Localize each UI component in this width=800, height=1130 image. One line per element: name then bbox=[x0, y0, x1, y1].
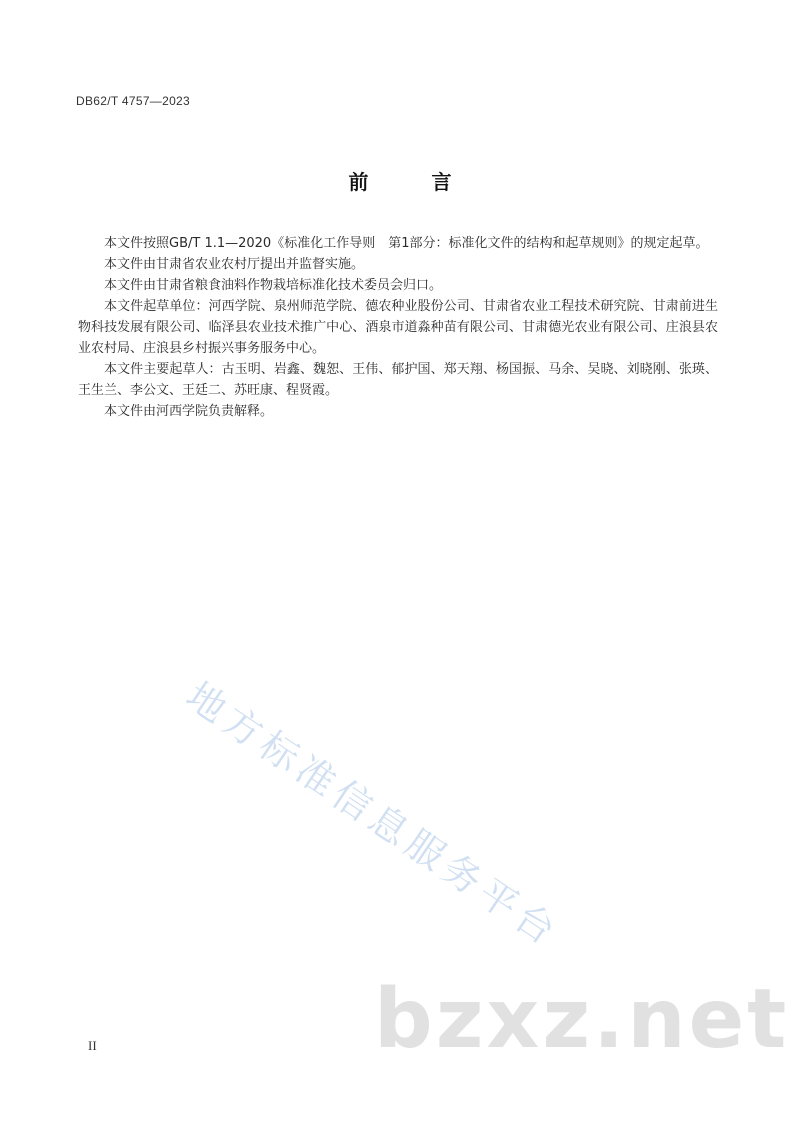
paragraph-proposer: 本文件由甘肃省农业农村厅提出并监督实施。 bbox=[104, 257, 365, 272]
paragraph-drafters: 本文件主要起草人：古玉明、岩鑫、魏恕、王伟、郁护国、郑天翔、杨国振、马余、吴晓、刘晓刚、张瑛、王生兰、李公文、王廷二、苏旺康、程贤霞。 bbox=[78, 362, 718, 398]
site-watermark: bzxz.net bbox=[374, 972, 790, 1067]
paragraph-interpretation: 本文件由河西学院负责解释。 bbox=[104, 404, 274, 419]
paragraph-centralized-management: 本文件由甘肃省粮食油料作物栽培标准化技术委员会归口。 bbox=[104, 278, 443, 293]
paragraph-drafting-units: 本文件起草单位：河西学院、泉州师范学院、德农种业股份公司、甘肃省农业工程技术研究院、甘肃前进生物科技发展有限公司、临泽县农业技术推广中心、酒泉市道淼种苗有限公司、甘肃德光农业有限公司、庄浪县农业农村局、庄浪县乡村振兴事务服务中心。 bbox=[78, 299, 718, 356]
paragraph-drafting-basis: 本文件按照GB/T 1.1—2020《标准化工作导则 第1部分：标准化文件的结构和起草规则》的规定起草。 bbox=[104, 236, 709, 251]
page-title: 前 言 bbox=[348, 170, 480, 194]
watermark-text: 地方标准信息服务平台 bbox=[178, 673, 568, 956]
preface-body bbox=[78, 233, 718, 422]
document-code: DB62/T 4757—2023 bbox=[76, 94, 190, 108]
page-number: II bbox=[88, 1038, 97, 1053]
